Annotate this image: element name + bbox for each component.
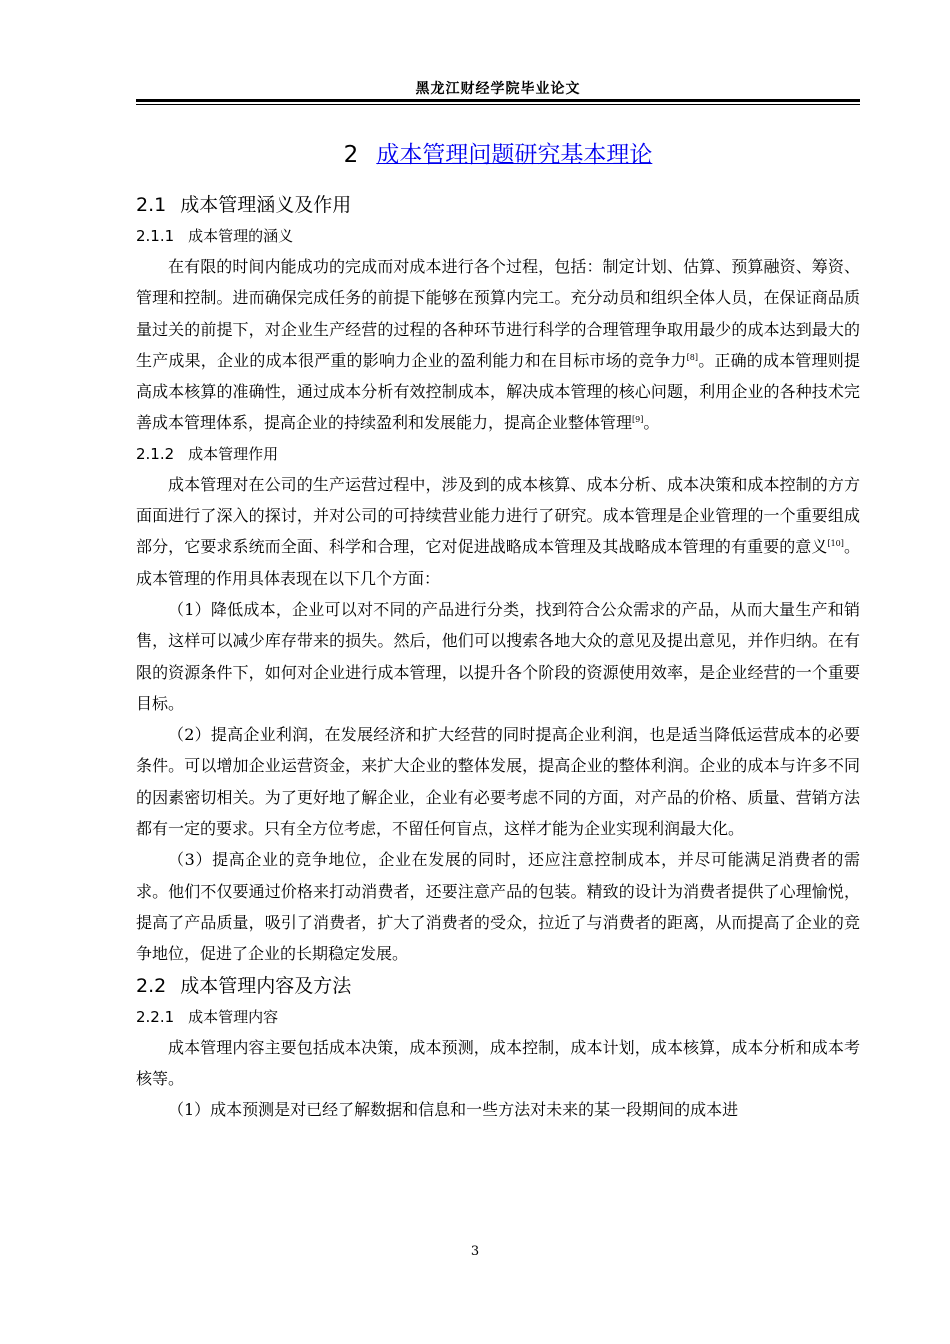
section-title: 成本管理涵义及作用 xyxy=(180,194,352,216)
paragraph-text: 成本管理对在公司的生产运营过程中，涉及到的成本核算、成本分析、成本决策和成本控制的方方面面进行了深入的探讨，并对公司的可持续营业能力进行了研究。成本管理是企业管理的一个重要组成部分，它要求系统而全面、科学和合理，它对促进战略成本管理及其战略成本管理的有重要的意义 xyxy=(136,474,860,557)
subsection-title: 成本管理作用 xyxy=(188,444,279,463)
paragraph-text: 。 xyxy=(643,413,660,433)
paragraph-item-2: （2）提高企业利润，在发展经济和扩大经营的同时提高企业利润，也是适当降低运营成本的必要条件。可以增加企业运营资金，来扩大企业的整体发展，提高企业的整体利润。企业的成本与许多不同的因素密切相关。为了更好地了解企业，企业有必要考虑不同的方面，对产品的价格、质量、营销方法都有一定的要求。只有全方位考虑，不留任何盲点，这样才能为企业实现利润最大化。 xyxy=(136,725,860,839)
header-rule-thick xyxy=(136,99,860,102)
paragraph-text: 。正确的成本管理则提高成本核算的准确性，通过成本分析有效控制成本，解决成本管理的核心问题，利用企业的各种技术完善成本管理体系，提高企业的持续盈利和发展能力，提高企业整体管理 xyxy=(136,350,860,433)
paragraph-item-3: （3）提高企业的竞争地位，企业在发展的同时，还应注意控制成本，并尽可能满足消费者的需求。他们不仅要通过价格来打动消费者，还要注意产品的包装。精致的设计为消费者提供了心理愉悦，提高了产品质量，吸引了消费者，扩大了消费者的受众，拉近了与消费者的距离，从而提高了企业的竞争地位，促进了企业的长期稳定发展。 xyxy=(136,850,860,964)
citation-8: [8] xyxy=(686,352,699,362)
chapter-title xyxy=(136,135,860,175)
subsection-heading-2-2-1 xyxy=(136,1002,860,1032)
subsection-heading-2-1-2 xyxy=(136,439,860,469)
section-number: 2.1 xyxy=(136,194,167,216)
subsection-number: 2.1.2 xyxy=(136,444,175,463)
subsection-title: 成本管理内容 xyxy=(188,1007,279,1026)
header-rule-thin xyxy=(136,104,860,105)
paragraph-text: 在有限的时间内能成功的完成而对成本进行各个过程，包括：制定计划、估算、预算融资、筹资、管理和控制。进而确保完成任务的前提下能够在预算内完工。充分动员和组织全体人员，在保证商品质量过关的前提下，对企业生产经营的过程的各种环节进行科学的合理管理争取用最少的成本达到最大的生产成果，企业的成本很严重的影响力企业的盈利能力和在目标市场的竞争力 xyxy=(136,257,860,370)
paragraph-cost-forecast: （1）成本预测是对已经了解数据和信息和一些方法对未来的某一段期间的成本进 xyxy=(168,1100,739,1120)
chapter-title-link[interactable]: 成本管理问题研究基本理论 xyxy=(376,142,653,168)
citation-9: [9] xyxy=(632,415,644,425)
subsection-title: 成本管理的涵义 xyxy=(188,227,294,245)
running-header: 黑龙江财经学院毕业论文 xyxy=(415,81,581,97)
section-heading-2-1 xyxy=(136,189,860,221)
paragraph-cost-definition xyxy=(136,251,860,439)
citation-10: [10] xyxy=(827,539,844,549)
paragraph-cost-content: 成本管理内容主要包括成本决策，成本预测，成本控制，成本计划，成本核算，成本分析和成本考核等。 xyxy=(136,1037,860,1088)
chapter-number: 2 xyxy=(343,142,359,168)
subsection-number: 2.1.1 xyxy=(136,227,175,245)
section-title: 成本管理内容及方法 xyxy=(180,974,352,997)
subsection-number: 2.2.1 xyxy=(136,1007,175,1026)
page-number: 3 xyxy=(470,1244,480,1259)
paragraph-cost-role xyxy=(136,469,860,594)
paragraph-item-1: （1）降低成本，企业可以对不同的产品进行分类，找到符合公众需求的产品，从而大量生产和销售，这样可以减少库存带来的损失。然后，他们可以搜索各地大众的意见及提出意见，并作归纳。在有限的资源条件下，如何对企业进行成本管理，以提升各个阶段的资源使用效率，是企业经营的一个重要目标。 xyxy=(136,599,860,713)
subsection-heading-2-1-1 xyxy=(136,221,860,251)
section-heading-2-2 xyxy=(136,970,860,1002)
section-number: 2.2 xyxy=(136,974,167,997)
paragraph-text: 。成本管理的作用具体表现在以下几个方面： xyxy=(136,537,860,588)
document-body xyxy=(136,135,860,1125)
